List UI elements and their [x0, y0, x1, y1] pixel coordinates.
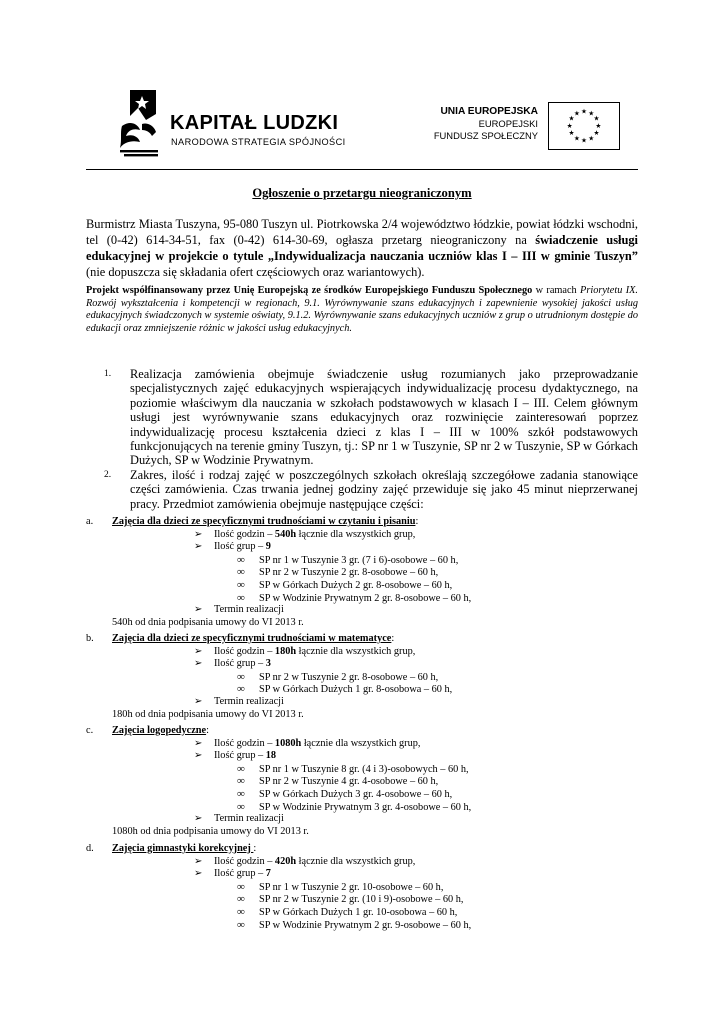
eu-star-icon: ★	[588, 109, 595, 118]
eu-star-icon: ★	[595, 121, 602, 130]
header-divider	[86, 169, 638, 170]
section-heading	[86, 516, 418, 528]
list-item-text: Realizacja zamówienia obejmuje świadczenie usług rozumianych jako przeprowadzanie specjalistycznych zajęć edukacyjnych wspierających indywidualizację procesu dydaktycznego, na poziomie właściwym dla nauczania w szkołach podstawowych w klasach I – III. Celem głównym usługi jest wyrównywanie szans edukacyjnych oraz rozwinięcie zainteresowań poprzez indywidualizację procesu kształcenia dzieci z klas I – III w 100% szkół podstawowych funkcjonujących na terenie gminy Tuszyn, tj.: SP nr 1 w Tuszynie, SP nr 2 w Tuszynie, SP w Górkach Dużych, SP w Wodzinie Prywatnym.	[130, 367, 638, 468]
school-text: SP w Górkach Dużych 1 gr. 10-osobowa – 60 h,	[259, 907, 458, 918]
eu-flag-icon	[548, 102, 620, 150]
term-text: 180h od dnia podpisania umowy do VI 2013 r.	[112, 708, 304, 720]
infinity-bullet-icon: ∞	[237, 788, 245, 800]
eu-text	[434, 106, 538, 142]
groups-value: 9	[265, 541, 271, 553]
groups-line	[194, 868, 271, 880]
eu-star-icon: ★	[581, 136, 587, 145]
funding-text: w ramach	[532, 285, 581, 296]
arrow-bullet-icon: ➢	[194, 645, 203, 657]
hours-suffix: łącznie dla wszystkich grup,	[296, 855, 416, 867]
hours-label: Ilość godzin –	[214, 855, 275, 867]
eu-star-icon: ★	[573, 134, 580, 143]
arrow-bullet-icon: ➢	[194, 528, 203, 540]
hours-line	[194, 646, 415, 658]
infinity-bullet-icon: ∞	[237, 775, 245, 788]
list-item-text: Zakres, ilość i rodzaj zajęć w poszczególnych szkołach określają szczegółowe zadania stanowiące części zamówienia. Czas trwania jednej godziny zajęć przewiduje się jako 45 minut nieprzerwanej pracy. Przedmiot zamówienia obejmuje następujące części:	[130, 467, 638, 511]
section-title-tail: :	[206, 725, 209, 736]
section-title-tail: :	[253, 843, 257, 854]
school-text: SP nr 2 w Tuszynie 4 gr. 4-osobowe – 60 h,	[259, 776, 439, 788]
groups-label: Ilość grup –	[214, 868, 266, 880]
school-text: SP nr 1 w Tuszynie 2 gr. 10-osobowe – 60 h,	[259, 881, 444, 893]
groups-value: 7	[265, 868, 271, 880]
school-item	[237, 592, 471, 605]
school-item	[237, 801, 471, 814]
eu-star-icon: ★	[566, 121, 573, 130]
school-text: SP w Wodzinie Prywatnym 3 gr. 4-osobowe – 60 h,	[259, 801, 472, 813]
hours-suffix: łącznie dla wszystkich grup,	[296, 528, 416, 540]
term-line	[194, 696, 284, 708]
school-item	[237, 683, 452, 696]
school-text: SP w Górkach Dużych 3 gr. 4-osobowe – 60 h,	[259, 789, 453, 800]
hours-value: 540h	[274, 528, 297, 540]
hours-label: Ilość godzin –	[214, 645, 275, 657]
school-item	[237, 893, 463, 906]
groups-line	[194, 541, 271, 553]
intro-text-2: (nie dopuszcza się składania ofert częściowych oraz wariantowych).	[86, 265, 425, 279]
list-item-number: 1.	[104, 369, 112, 379]
list-item	[104, 468, 638, 511]
term-text: 540h od dnia podpisania umowy do VI 2013 r.	[112, 616, 304, 628]
intro-bold: świadczenie usługi edukacyjnej w projekcie o tytule „Indywidualizacja nauczania uczniów klas I – III w gminie Tuszyn”	[86, 233, 638, 263]
hours-line	[194, 856, 415, 868]
eu-line3: FUNDUSZ SPOŁECZNY	[433, 130, 538, 141]
infinity-bullet-icon: ∞	[237, 591, 245, 604]
list-item	[104, 367, 638, 468]
funding-lead: Projekt współfinansowany przez Unię Europejską ze środków Europejskiego Funduszu Społecznego	[86, 285, 533, 296]
hours-value: 420h	[274, 855, 297, 867]
hours-suffix: łącznie dla wszystkich grup,	[301, 737, 421, 749]
term-label: Termin realizacji	[214, 696, 284, 707]
groups-line	[194, 658, 271, 670]
hours-value: 180h	[274, 645, 297, 657]
section-title-tail: :	[391, 633, 395, 644]
term-label: Termin realizacji	[214, 604, 284, 616]
funding-paragraph	[86, 285, 638, 336]
infinity-bullet-icon: ∞	[237, 683, 245, 696]
infinity-bullet-icon: ∞	[237, 800, 245, 813]
arrow-bullet-icon: ➢	[194, 696, 203, 707]
section-title: Zajęcia logopedyczne	[112, 725, 207, 736]
eu-star-icon: ★	[568, 129, 575, 138]
eu-line1: UNIA EUROPEJSKA	[440, 106, 538, 117]
hours-value: 1080h	[274, 737, 302, 749]
school-text: SP nr 2 w Tuszynie 2 gr. (10 i 9)-osobowe – 60 h,	[259, 894, 464, 906]
infinity-bullet-icon: ∞	[237, 566, 245, 579]
hours-label: Ilość godzin –	[214, 737, 275, 749]
arrow-bullet-icon: ➢	[194, 750, 203, 762]
infinity-bullet-icon: ∞	[237, 762, 245, 775]
groups-label: Ilość grup –	[214, 750, 266, 762]
section-letter: a.	[86, 516, 94, 527]
section-letter: b.	[86, 633, 94, 644]
school-item	[237, 906, 457, 919]
hours-line	[194, 738, 420, 750]
term-label: Termin realizacji	[214, 813, 284, 825]
section-title: Zajęcia dla dzieci ze specyficznymi trudnościami w matematyce	[112, 633, 392, 644]
school-text: SP w Wodzinie Prywatnym 2 gr. 9-osobowe – 60 h,	[259, 919, 472, 931]
section-heading	[86, 725, 209, 737]
infinity-bullet-icon: ∞	[237, 670, 245, 683]
infinity-bullet-icon: ∞	[237, 579, 245, 591]
school-item	[237, 775, 438, 788]
arrow-bullet-icon: ➢	[194, 604, 203, 616]
eu-star-icon: ★	[568, 114, 575, 123]
section-letter: d.	[86, 843, 94, 854]
eu-line2: EUROPEJSKI	[478, 118, 538, 129]
section-heading	[86, 633, 394, 645]
section-title-tail: :	[415, 516, 419, 527]
kapital-ludzki-subtitle: NARODOWA STRATEGIA SPÓJNOŚCI	[171, 137, 346, 147]
arrow-bullet-icon: ➢	[194, 541, 203, 553]
points-list	[104, 367, 638, 511]
infinity-bullet-icon: ∞	[237, 918, 245, 931]
section-heading	[86, 843, 256, 855]
school-text: SP nr 2 w Tuszynie 2 gr. 8-osobowe – 60 h,	[259, 671, 439, 683]
eu-star-icon: ★	[588, 134, 595, 143]
intro-paragraph	[86, 216, 638, 280]
groups-label: Ilość grup –	[214, 658, 266, 670]
intro-text: Burmistrz Miasta Tuszyna, 95-080 Tuszyn ul. Piotrkowska 2/4 województwo łódzkie, powiat łódzki wschodni, tel (0-42) 614-34-51, fax (0-42) 614-30-69, ogłasza przetarg nieograniczony na	[86, 217, 638, 247]
hours-label: Ilość godzin –	[214, 528, 275, 540]
arrow-bullet-icon: ➢	[194, 868, 203, 880]
kapital-ludzki-emblem-icon	[116, 90, 164, 160]
term-text: 1080h od dnia podpisania umowy do VI 2013 r.	[112, 825, 309, 837]
school-text: SP w Górkach Dużych 2 gr. 8-osobowe – 60 h,	[259, 580, 453, 591]
infinity-bullet-icon: ∞	[237, 553, 245, 566]
eu-star-icon: ★	[593, 114, 600, 123]
arrow-bullet-icon: ➢	[194, 658, 203, 670]
school-item	[237, 554, 458, 567]
hours-suffix: łącznie dla wszystkich grup,	[296, 645, 416, 657]
kapital-ludzki-title: KAPITAŁ LUDZKI	[170, 112, 339, 134]
section-title: Zajęcia gimnastyki korekcyjnej	[112, 843, 254, 854]
term-line	[194, 604, 284, 616]
school-item	[237, 788, 452, 801]
school-text: SP nr 1 w Tuszynie 3 gr. (7 i 6)-osobowe – 60 h,	[259, 554, 459, 566]
school-item	[237, 919, 471, 932]
school-text: SP nr 2 w Tuszynie 2 gr. 8-osobowe – 60 h,	[259, 567, 439, 579]
groups-value: 18	[265, 750, 277, 762]
school-item	[237, 763, 469, 776]
hours-line	[194, 529, 415, 541]
term-line	[194, 813, 284, 825]
section-letter: c.	[86, 725, 94, 736]
funding-italic: Priorytetu IX. Rozwój wykształcenia i kompetencji w regionach, 9.1. Wyrównywanie szans edukacyjnych i zapewnienie wysokiej jakości usług edukacyjnych świadczonych w systemie oświaty, 9.1.2. Wyrównywanie szans edukacyjnych uczniów z grup o utrudnionym dostępie do edukacji oraz zmniejszenie różnic w jakości usług edukacyjnych.	[86, 285, 638, 335]
list-item-number: 2.	[104, 469, 112, 480]
groups-line	[194, 750, 276, 762]
arrow-bullet-icon: ➢	[194, 813, 203, 825]
kapital-ludzki-logo	[116, 90, 346, 160]
page-title: Ogłoszenie o przetargu nieograniczonym	[252, 186, 472, 200]
infinity-bullet-icon: ∞	[237, 906, 245, 918]
infinity-bullet-icon: ∞	[237, 893, 245, 906]
arrow-bullet-icon: ➢	[194, 737, 203, 749]
school-item	[237, 881, 443, 894]
eu-star-icon: ★	[573, 109, 580, 118]
school-item	[237, 579, 452, 592]
arrow-bullet-icon: ➢	[194, 855, 203, 867]
school-item	[237, 566, 438, 579]
school-text: SP nr 1 w Tuszynie 8 gr. (4 i 3)-osobowych – 60 h,	[259, 763, 469, 775]
groups-value: 3	[265, 658, 271, 670]
section-title: Zajęcia dla dzieci ze specyficznymi trudnościami w czytaniu i pisaniu	[112, 516, 416, 527]
eu-star-icon: ★	[581, 107, 587, 116]
school-text: SP w Górkach Dużych 1 gr. 8-osobowa – 60 h,	[259, 684, 453, 696]
eu-star-icon: ★	[593, 129, 600, 138]
infinity-bullet-icon: ∞	[237, 880, 245, 893]
eu-logo	[433, 102, 620, 152]
school-text: SP w Wodzinie Prywatnym 2 gr. 8-osobowe – 60 h,	[259, 592, 472, 604]
school-item	[237, 671, 438, 684]
groups-label: Ilość grup –	[214, 541, 266, 553]
